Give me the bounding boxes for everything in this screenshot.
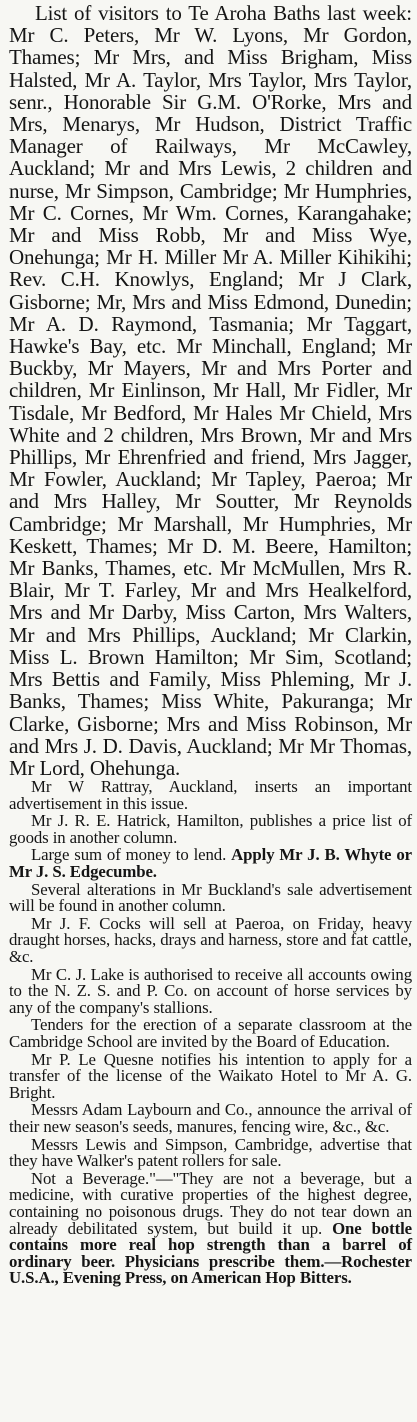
notice-text: Mr C. J. Lake is authorised to receive all accounts owing to the N. Z. S. and P. Co. on account of horse services by any of the company's stallions.	[9, 964, 412, 1017]
notice-text: Large sum of money to lend.	[31, 845, 232, 865]
notice-text: Messrs Lewis and Simpson, Cambridge, advertise that they have Walker's patent rollers for sale.	[9, 1134, 412, 1171]
notice-lewis-simpson	[9, 1134, 412, 1171]
notice-bold-text: Apply Mr J. B. Whyte or Mr J. S. Edgecumbe.	[9, 845, 412, 882]
notice-text: Several alterations in Mr Buckland's sale advertisement will be found in another column.	[9, 879, 412, 916]
notice-text: Mr J. R. E. Hatrick, Hamilton, publishes a price list of goods in another column.	[9, 811, 412, 847]
notice-text: Not a Beverage."—"They are not a beverage, but a medicine, with curative properties of the highest degree, containing no poisonous drugs. They do not tear down an already debilitated system, but build it up.	[9, 1168, 412, 1238]
notice-cocks	[9, 913, 412, 967]
notice-text: Mr W Rattray, Auckland, inserts an important advertisement in this issue.	[9, 777, 412, 813]
notice-rattray	[9, 779, 412, 812]
notice-hop-bitters	[9, 1168, 412, 1288]
notice-text: Tenders for the erection of a separate classroom at the Cambridge School are invited by the Board of Education.	[9, 1015, 412, 1052]
notice-hatrick	[9, 813, 412, 846]
visitors-text: List of visitors to Te Aroha Baths last week: Mr C. Peters, Mr W. Lyons, Mr Gordon, Thames; Mr Mrs, and Miss Brigham, Miss Halsted, Mr A. Taylor, Mrs Taylor, Mrs Taylor, senr., Honorable Sir G.M. O'Rorke, Mrs and Mrs, Menarys, Mr Hudson, District Traffic Manager of Railways, Mr McCawley, Auckland; Mr and Mrs Lewis, 2 children and nurse, Mr Simpson, Cambridge; Mr Humphries, Mr C. Cornes, Mr Wm. Cornes, Karangahake; Mr and Miss Robb, Mr and Miss Wye, Onehunga; Mr H. Miller Mr A. Miller Kihikihi; Rev. C.H. Knowlys, England; Mr J Clark, Gisborne; Mr, Mrs and Miss Edmond, Dunedin; Mr A. D. Raymond, Tasmania; Mr Taggart, Hawke's Bay, etc. Mr Minchall, England; Mr Buckby, Mr Mayers, Mr and Mrs Porter and children, Mr Einlinson, Mr Hall, Mr Fidler, Mr Tisdale, Mr Bedford, Mr Hales Mr Chield, Mrs White and 2 children, Mrs Brown, Mr and Mrs Phillips, Mr Ehrenfried and friend, Mrs Jagger, Mr Fowler, Auckland; Mr Tapley, Paeroa; Mr and Mrs Halley, Mr Soutter, Mr Reynolds Cambridge; Mr Marshall, Mr Humphries, Mr Keskett, Thames; Mr D. M. Beere, Hamilton; Mr Banks, Thames, etc. Mr McMullen, Mrs R. Blair, Mr T. Farley, Mr and Mrs Healkelford, Mrs and Mr Darby, Miss Carton, Mrs Walters, Mr and Mrs Phillips, Auckland; Mr Clarkin, Miss L. Brown Hamilton; Mr Sim, Scotland; Mrs Bettis and Family, Miss Phleming, Mr J. Banks, Thames; Miss White, Pakuranga; Mr Clarke, Gisborne; Mrs and Miss Robinson, Mr and Mrs J. D. Davis, Auckland; Mr Mr Thomas, Mr Lord, Ohehunga.	[9, 1, 412, 780]
notice-money-to-lend	[9, 847, 412, 880]
notice-text: Mr J. F. Cocks will sell at Paeroa, on Friday, heavy draught horses, hacks, drays and harness, store and fat cattle, &c.	[9, 913, 412, 967]
notice-bold-text: One bottle contains more real hop strength than a barrel of ordinary beer. Physicians prescribe them.—Rochester U.S.A., Evening Press, on American Hop Bitters.	[9, 1218, 412, 1288]
notice-le-quesne	[9, 1049, 412, 1102]
notice-lake	[9, 964, 412, 1017]
notice-buckland	[9, 879, 412, 916]
notice-text: Messrs Adam Laybourn and Co., announce the arrival of their new season's seeds, manures, fencing wire, &c., &c.	[9, 1100, 412, 1136]
notice-text: Mr P. Le Quesne notifies his intention to apply for a transfer of the license of the Waikato Hotel to Mr A. G. Bright.	[9, 1049, 412, 1102]
visitors-list-paragraph	[9, 2, 412, 779]
notice-laybourn	[9, 1102, 412, 1135]
local-notices	[9, 779, 412, 1287]
notice-tenders	[9, 1017, 412, 1050]
